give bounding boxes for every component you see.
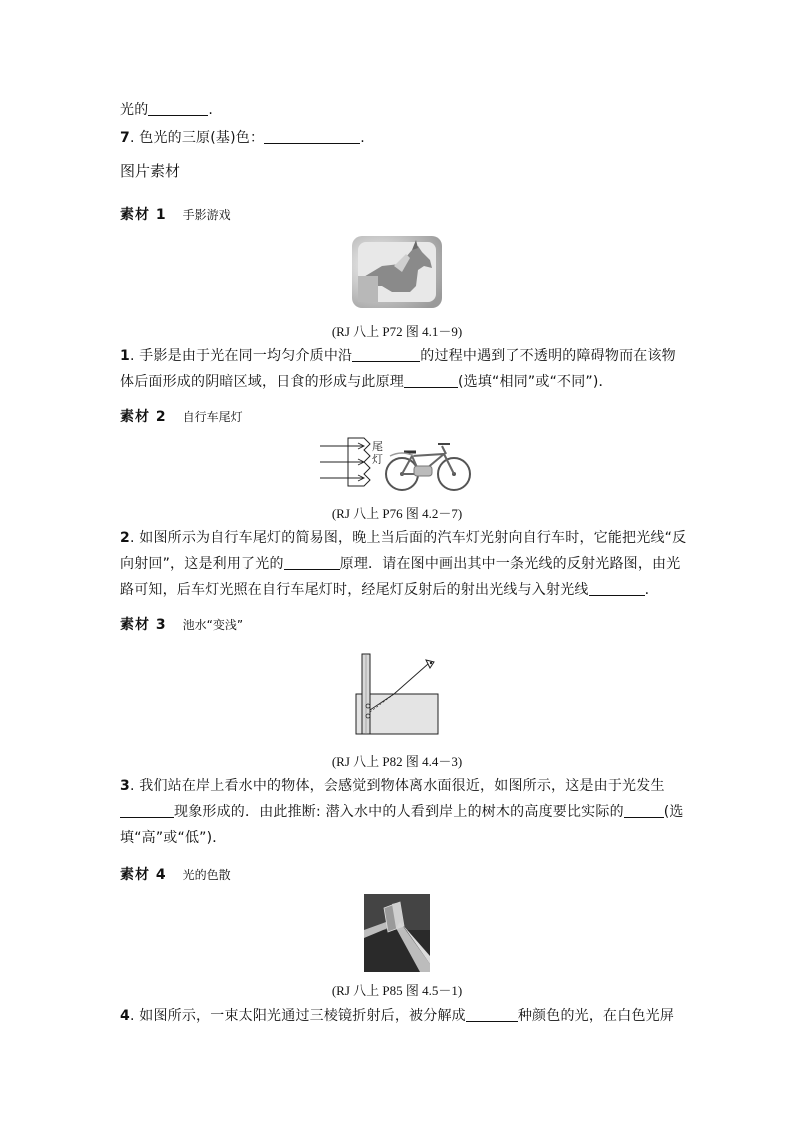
q1-line-1 <box>120 346 676 366</box>
figure-caption: (RJ 八上 P72 图 4.1－9) <box>331 324 463 339</box>
material-3-heading <box>120 614 243 634</box>
q2-text: 向射回”，这是利用了光的 <box>120 556 284 572</box>
q3-line-3 <box>120 828 226 848</box>
section-title: 图片素材 <box>120 162 181 180</box>
q1-text: 体后面形成的阴暗区域，日食的形成与此原理 <box>120 374 404 390</box>
q2-line-3 <box>120 580 649 600</box>
figure-caption: (RJ 八上 P85 图 4.5－1) <box>331 983 463 998</box>
q4-text: . 如图所示，一束太阳光通过三棱镜折射后，被分解成 <box>129 1008 466 1024</box>
tail-label-char: 灯 <box>372 453 383 466</box>
q4-text: 种颜色的光，在白色光屏 <box>517 1008 675 1024</box>
answer-blank[interactable] <box>148 101 208 116</box>
question-number: 4 <box>120 1008 130 1024</box>
q6-tail-line <box>120 100 213 120</box>
q3-text: (选 <box>663 804 684 820</box>
answer-blank[interactable] <box>264 129 360 144</box>
q7-line <box>120 128 365 148</box>
answer-blank[interactable] <box>284 555 340 570</box>
pool-refraction-diagram <box>352 650 442 742</box>
material-name: 光的色散 <box>182 868 231 882</box>
material-1-heading <box>120 204 231 224</box>
q1-text: . 手影是由于光在同一均匀介质中沿 <box>129 348 353 364</box>
material-name: 自行车尾灯 <box>182 410 243 424</box>
period: . <box>208 102 214 118</box>
hand-shadow-image <box>352 236 442 308</box>
material-name: 池水“变浅” <box>182 618 244 632</box>
figure-caption: (RJ 八上 P82 图 4.4－3) <box>331 754 463 769</box>
q2-text: 路可知，后车灯光照在自行车尾灯时，经尾灯反射后的射出光线与入射光线 <box>120 582 589 598</box>
q2-line-2 <box>120 554 680 574</box>
q3-text: 现象形成的．由此推断: 潜入水中的人看到岸上的树木的高度要比实际的 <box>174 804 624 820</box>
question-number: 3 <box>120 778 130 794</box>
material-2-heading <box>120 406 243 426</box>
question-number: 2 <box>120 530 130 546</box>
q6-tail-text: 光的 <box>120 102 149 118</box>
material-tag: 素材 3 <box>120 617 167 633</box>
answer-blank[interactable] <box>624 803 664 818</box>
bicycle-tail-light-image <box>316 432 476 496</box>
q3-line-1 <box>120 776 665 796</box>
period: . <box>360 130 365 146</box>
q1-line-2 <box>120 372 613 392</box>
answer-blank[interactable] <box>352 347 420 362</box>
q1-text: (选填“相同”或“不同”)． <box>458 374 613 390</box>
answer-blank[interactable] <box>404 373 458 388</box>
q3-text: . 我们站在岸上看水中的物体，会感觉到物体离水面很近，如图所示，这是由于光发生 <box>129 778 665 794</box>
material-tag: 素材 4 <box>120 867 167 883</box>
material-tag: 素材 1 <box>120 207 167 223</box>
period: . <box>644 582 650 598</box>
q1-text: 的过程中遇到了不透明的障碍物而在该物 <box>420 348 676 364</box>
q2-line-1 <box>120 528 686 548</box>
q3-line-2 <box>120 802 684 822</box>
tail-label-char: 尾 <box>372 440 383 453</box>
answer-blank[interactable] <box>589 581 645 596</box>
material-name: 手影游戏 <box>182 208 231 222</box>
q4-line-1 <box>120 1006 674 1026</box>
answer-blank[interactable] <box>120 803 174 818</box>
figure-caption: (RJ 八上 P76 图 4.2－7) <box>331 506 463 521</box>
q7-text: . 色光的三原(基)色： <box>129 130 265 146</box>
answer-blank[interactable] <box>466 1007 518 1022</box>
question-number: 1 <box>120 348 130 364</box>
q2-text: 原理．请在图中画出其中一条光线的反射光路图，由光 <box>339 556 681 572</box>
q2-text: . 如图所示为自行车尾灯的简易图，晚上当后面的汽车灯光射向自行车时，它能把光线“反 <box>129 530 687 546</box>
material-4-heading <box>120 864 231 884</box>
prism-dispersion-photo <box>364 894 430 972</box>
question-number: 7 <box>120 130 130 146</box>
q3-text: 填“高”或“低”)． <box>120 830 227 846</box>
material-tag: 素材 2 <box>120 409 167 425</box>
